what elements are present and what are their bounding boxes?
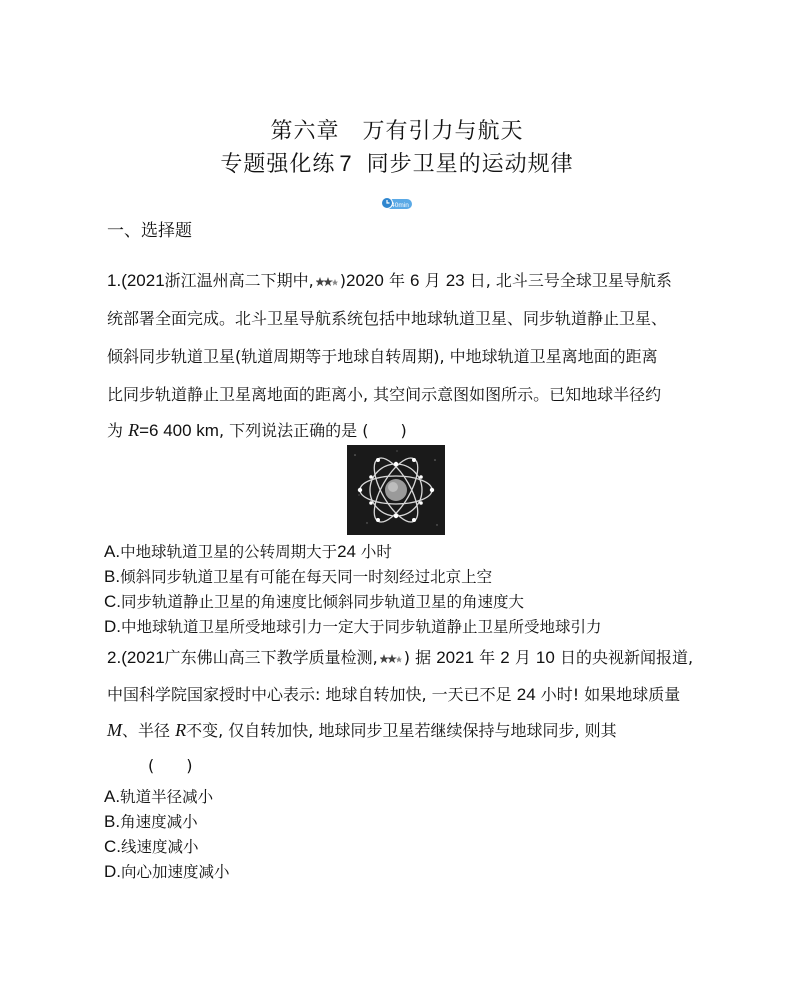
q1-option-c-label: C.: [104, 592, 121, 611]
q1-yue: 月: [424, 271, 441, 290]
q2-line2-number: 24: [516, 685, 536, 704]
q2-source: 广东佛山高三下教学质量检测,: [164, 648, 378, 667]
q2-answer-bracket: ( ): [148, 756, 193, 775]
chapter-title: 第六章 万有引力与航天: [270, 119, 524, 144]
q1-day: 23: [445, 271, 465, 290]
topic-prefix: 专题强化练: [220, 152, 336, 177]
q2-option-a[interactable]: [104, 785, 213, 807]
q1-option-b-label: B.: [104, 567, 121, 586]
q2-line2-a: 中国科学院国家授时中心表示: 地球自转加快, 一天已不足: [107, 685, 512, 704]
q1-option-a-unit: 小时: [356, 543, 392, 561]
q1-option-d[interactable]: [104, 615, 602, 637]
q1-line1-rest: 日, 北斗三号全球卫星导航系: [469, 271, 672, 290]
q2-M-symbol: M: [107, 720, 122, 740]
q2-day: 10: [535, 648, 555, 667]
q2-nian: 年: [479, 648, 496, 667]
q1-line1: [107, 268, 672, 291]
q1-option-b-text: 倾斜同步轨道卫星有可能在每天同一时刻经过北京上空: [120, 568, 493, 586]
q1-month: 6: [410, 271, 420, 290]
q1-option-a[interactable]: [104, 540, 392, 562]
q2-ju: 据: [415, 648, 432, 667]
q2-option-a-label: A.: [104, 787, 121, 806]
q2-yue: 月: [514, 648, 531, 667]
q2-line3: [107, 718, 617, 741]
q1-source-prefix: (2021: [121, 271, 165, 290]
q1-radius-value: =6 400 km: [139, 421, 219, 440]
q1-option-c-text: 同步轨道静止卫星的角速度比倾斜同步轨道卫星的角速度大: [121, 593, 525, 611]
q1-source-close: ): [339, 271, 347, 290]
q2-line1: [107, 645, 693, 668]
q2-option-c[interactable]: [104, 835, 199, 857]
clock-icon: [381, 196, 413, 210]
q1-R-symbol: R: [128, 420, 140, 440]
q2-source-close: ): [403, 648, 411, 667]
topic-number: 7: [339, 151, 353, 176]
q1-wei: 为: [107, 421, 124, 440]
q2-line2: [107, 682, 680, 705]
q2-option-c-text: 线速度减小: [121, 838, 199, 856]
q1-line3: 倾斜同步轨道卫星(轨道周期等于地球自转周期), 中地球轨道卫星离地面的距离: [107, 347, 658, 366]
q1-year: 2020: [346, 271, 384, 290]
q2-option-b-label: B.: [104, 812, 121, 831]
q2-line3-a: 、半径: [122, 721, 171, 740]
q2-option-d-text: 向心加速度减小: [121, 863, 230, 881]
q2-month: 2: [500, 648, 510, 667]
q2-option-a-text: 轨道半径减小: [120, 788, 214, 806]
q2-line2-b: 小时! 如果地球质量: [540, 685, 681, 704]
q1-line2: 统部署全面完成。北斗卫星导航系统包括中地球轨道卫星、同步轨道静止卫星、: [107, 309, 668, 328]
q2-line1-rest: 日的央视新闻报道,: [559, 648, 694, 667]
q2-option-d-label: D.: [104, 862, 121, 881]
q1-option-a-number: 24: [337, 542, 356, 561]
q1-option-a-text: 中地球轨道卫星的公转周期大于: [120, 543, 338, 561]
q2-R-symbol: R: [175, 720, 187, 740]
q1-number: 1.: [107, 271, 122, 290]
q1-line4: 比同步轨道静止卫星离地面的距离小, 其空间示意图如图所示。已知地球半径约: [107, 385, 662, 404]
q2-option-c-label: C.: [104, 837, 121, 856]
satellite-orbit-figure: [347, 445, 445, 535]
difficulty-stars-icon: [316, 275, 338, 289]
q1-option-d-text: 中地球轨道卫星所受地球引力一定大于同步轨道静止卫星所受地球引力: [121, 618, 602, 636]
q1-option-d-label: D.: [104, 617, 121, 636]
timer-badge: [381, 195, 413, 209]
q2-year: 2021: [436, 648, 475, 667]
q1-line5: [107, 418, 407, 441]
q2-option-b-text: 角速度减小: [120, 813, 198, 831]
q1-source: 浙江温州高二下期中,: [164, 271, 314, 290]
q1-line5-rest: , 下列说法正确的是 ( ): [218, 421, 407, 440]
section-title: 一、选择题: [107, 221, 192, 241]
q2-number: 2.: [107, 648, 122, 667]
topic-title: [0, 147, 794, 178]
q1-nian: 年: [388, 271, 405, 290]
difficulty-stars-icon: [380, 652, 402, 666]
q2-option-b[interactable]: [104, 810, 198, 832]
timer-label: 40min: [391, 202, 409, 209]
topic-name: 同步卫星的运动规律: [366, 152, 574, 177]
q1-option-b[interactable]: [104, 565, 492, 587]
q1-option-a-label: A.: [104, 542, 121, 561]
q2-line3-b: 不变, 仅自转加快, 地球同步卫星若继续保持与地球同步, 则其: [186, 721, 617, 740]
q2-option-d[interactable]: [104, 860, 230, 882]
q1-option-c[interactable]: [104, 590, 524, 612]
q2-source-prefix: (2021: [121, 648, 165, 667]
